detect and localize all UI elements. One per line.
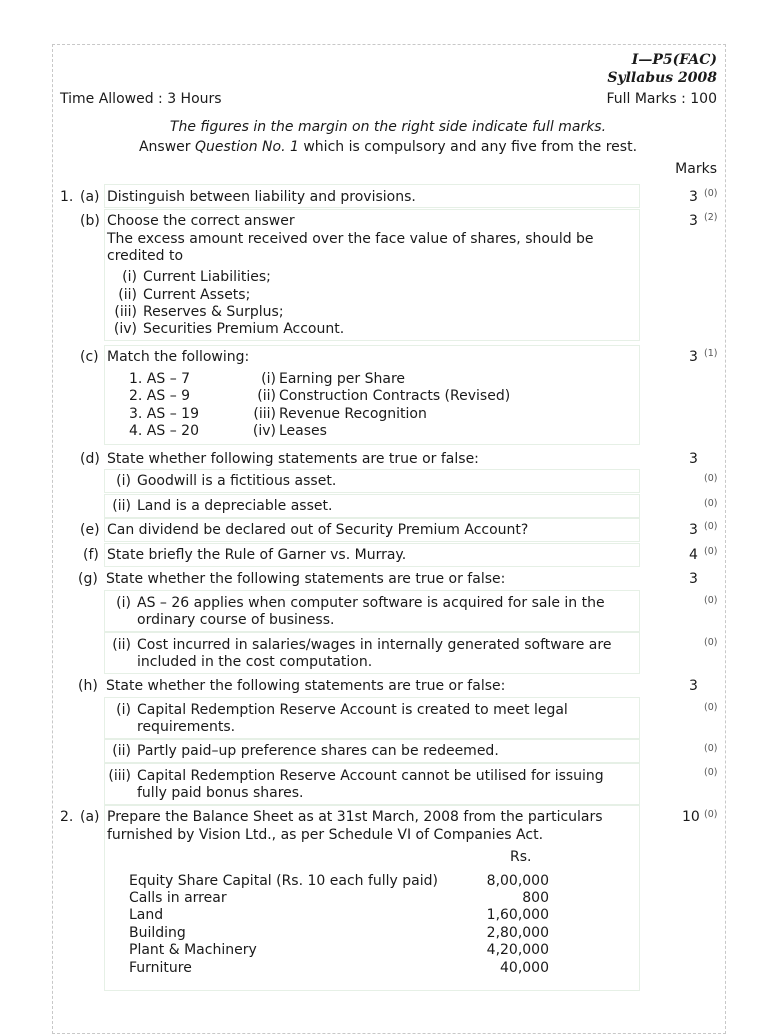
question-2a-marks: 10 bbox=[682, 809, 700, 825]
match-right: Revenue Recognition bbox=[279, 406, 427, 422]
question-1f-sup: (0) bbox=[704, 546, 718, 557]
question-1f-label: (f) bbox=[83, 547, 99, 563]
balance-item: Equity Share Capital (Rs. 10 each fully paid) bbox=[129, 873, 438, 889]
balance-amount: 2,80,000 bbox=[486, 925, 549, 941]
balance-amount: 40,000 bbox=[500, 960, 549, 976]
balance-item: Calls in arrear bbox=[129, 890, 227, 906]
statement-number: (ii) bbox=[112, 498, 131, 514]
question-1f-marks: 4 bbox=[689, 547, 698, 563]
match-left: 2. AS – 9 bbox=[129, 388, 191, 404]
balance-amount: 4,20,000 bbox=[486, 942, 549, 958]
balance-item: Building bbox=[129, 925, 186, 941]
question-1h-label: (h) bbox=[78, 678, 98, 694]
question-1f-text: State briefly the Rule of Garner vs. Murray. bbox=[107, 547, 407, 563]
option-number: (iv) bbox=[113, 321, 137, 337]
statement-text: Cost incurred in salaries/wages in internally generated software are bbox=[137, 637, 612, 653]
statement-text: Capital Redemption Reserve Account is created to meet legal bbox=[137, 702, 568, 718]
question-1a-marks: 3 bbox=[689, 189, 698, 205]
statement-sup: (0) bbox=[704, 637, 718, 648]
question-1b-stem: The excess amount received over the face value of shares, should be bbox=[107, 231, 594, 247]
statement-number: (ii) bbox=[112, 637, 131, 653]
question-1b-marks: 3 bbox=[689, 213, 698, 229]
match-left: 3. AS – 19 bbox=[129, 406, 199, 422]
statement-number: (iii) bbox=[108, 768, 131, 784]
instruction-marks: The figures in the margin on the right side indicate full marks. bbox=[169, 119, 607, 135]
question-1c-marks: 3 bbox=[689, 349, 698, 365]
question-1-number: 1. bbox=[60, 189, 74, 205]
question-1e-sup: (0) bbox=[704, 521, 718, 532]
question-2a-sup: (0) bbox=[704, 809, 718, 820]
question-1b-text: Choose the correct answer bbox=[107, 213, 295, 229]
statement-sup: (0) bbox=[704, 595, 718, 606]
option-text: Current Assets; bbox=[143, 287, 251, 303]
question-1c-text: Match the following: bbox=[107, 349, 250, 365]
statement-number: (ii) bbox=[112, 743, 131, 759]
match-right: Construction Contracts (Revised) bbox=[279, 388, 511, 404]
question-1c-label: (c) bbox=[80, 349, 99, 365]
statement-text-cont: included in the cost computation. bbox=[137, 654, 373, 670]
statement-text: Goodwill is a fictitious asset. bbox=[137, 473, 337, 489]
match-left: 1. AS – 7 bbox=[129, 371, 191, 387]
match-right-number: (iv) bbox=[252, 423, 276, 439]
statement-sup: (0) bbox=[704, 702, 718, 713]
marks-column-heading: Marks bbox=[675, 161, 717, 177]
paper-code: I—P5(FAC) bbox=[631, 52, 717, 68]
question-1a-text: Distinguish between liability and provisions. bbox=[107, 189, 416, 205]
question-1h-text: State whether the following statements are true or false: bbox=[106, 678, 506, 694]
statement-text: Land is a depreciable asset. bbox=[137, 498, 333, 514]
option-text: Current Liabilities; bbox=[143, 269, 271, 285]
full-marks: Full Marks : 100 bbox=[606, 91, 717, 107]
question-1e-text: Can dividend be declared out of Security Premium Account? bbox=[107, 522, 529, 538]
question-1g-label: (g) bbox=[78, 571, 98, 587]
question-1d-text: State whether following statements are true or false: bbox=[107, 451, 479, 467]
balance-item: Land bbox=[129, 907, 164, 923]
syllabus-label: Syllabus 2008 bbox=[607, 70, 717, 86]
statement-sup: (0) bbox=[704, 743, 718, 754]
instruction-answer: Answer Question No. 1 which is compulsory and any five from the rest. bbox=[138, 139, 638, 155]
question-2-number: 2. bbox=[60, 809, 74, 825]
question-1e-label: (e) bbox=[80, 522, 100, 538]
balance-item: Plant & Machinery bbox=[129, 942, 257, 958]
currency-heading: Rs. bbox=[510, 849, 532, 865]
question-1g-marks: 3 bbox=[689, 571, 698, 587]
statement-text: Capital Redemption Reserve Account cannot be utilised for issuing bbox=[137, 768, 604, 784]
question-2a-text: Prepare the Balance Sheet as at 31st March, 2008 from the particulars bbox=[107, 809, 603, 825]
match-right-number: (iii) bbox=[253, 406, 276, 422]
option-number: (i) bbox=[122, 269, 137, 285]
question-1e-marks: 3 bbox=[689, 522, 698, 538]
statement-number: (i) bbox=[116, 473, 131, 489]
question-2a-label: (a) bbox=[80, 809, 100, 825]
match-right: Earning per Share bbox=[279, 371, 406, 387]
question-1h-marks: 3 bbox=[689, 678, 698, 694]
option-text: Securities Premium Account. bbox=[143, 321, 345, 337]
statement-text-cont: fully paid bonus shares. bbox=[137, 785, 304, 801]
statement-sup: (0) bbox=[704, 473, 718, 484]
match-right: Leases bbox=[279, 423, 327, 439]
time-allowed: Time Allowed : 3 Hours bbox=[60, 91, 222, 107]
statement-text: AS – 26 applies when computer software is acquired for sale in the bbox=[137, 595, 605, 611]
statement-text: Partly paid–up preference shares can be redeemed. bbox=[137, 743, 499, 759]
statement-sup: (0) bbox=[704, 767, 718, 778]
question-1c-sup: (1) bbox=[704, 348, 718, 359]
question-1b-label: (b) bbox=[80, 213, 100, 229]
statement-number: (i) bbox=[116, 702, 131, 718]
question-1d-label: (d) bbox=[80, 451, 100, 467]
statement-text-cont: requirements. bbox=[137, 719, 236, 735]
question-1d-marks: 3 bbox=[689, 451, 698, 467]
balance-item: Furniture bbox=[129, 960, 192, 976]
statement-text-cont: ordinary course of business. bbox=[137, 612, 335, 628]
question-1b-sup: (2) bbox=[704, 212, 718, 223]
balance-amount: 8,00,000 bbox=[486, 873, 549, 889]
statement-sup: (0) bbox=[704, 498, 718, 509]
question-1a-sup: (0) bbox=[704, 188, 718, 199]
match-left: 4. AS – 20 bbox=[129, 423, 199, 439]
balance-amount: 1,60,000 bbox=[486, 907, 549, 923]
option-text: Reserves & Surplus; bbox=[143, 304, 284, 320]
question-1g-text: State whether the following statements are true or false: bbox=[106, 571, 506, 587]
question-1a-label: (a) bbox=[80, 189, 100, 205]
question-2a-text-cont: furnished by Vision Ltd., as per Schedule VI of Companies Act. bbox=[107, 827, 544, 843]
match-right-number: (ii) bbox=[257, 388, 276, 404]
statement-number: (i) bbox=[116, 595, 131, 611]
option-number: (ii) bbox=[118, 287, 137, 303]
match-right-number: (i) bbox=[261, 371, 276, 387]
question-1b-stem-cont: credited to bbox=[107, 248, 184, 264]
balance-amount: 800 bbox=[522, 890, 549, 906]
option-number: (iii) bbox=[114, 304, 137, 320]
